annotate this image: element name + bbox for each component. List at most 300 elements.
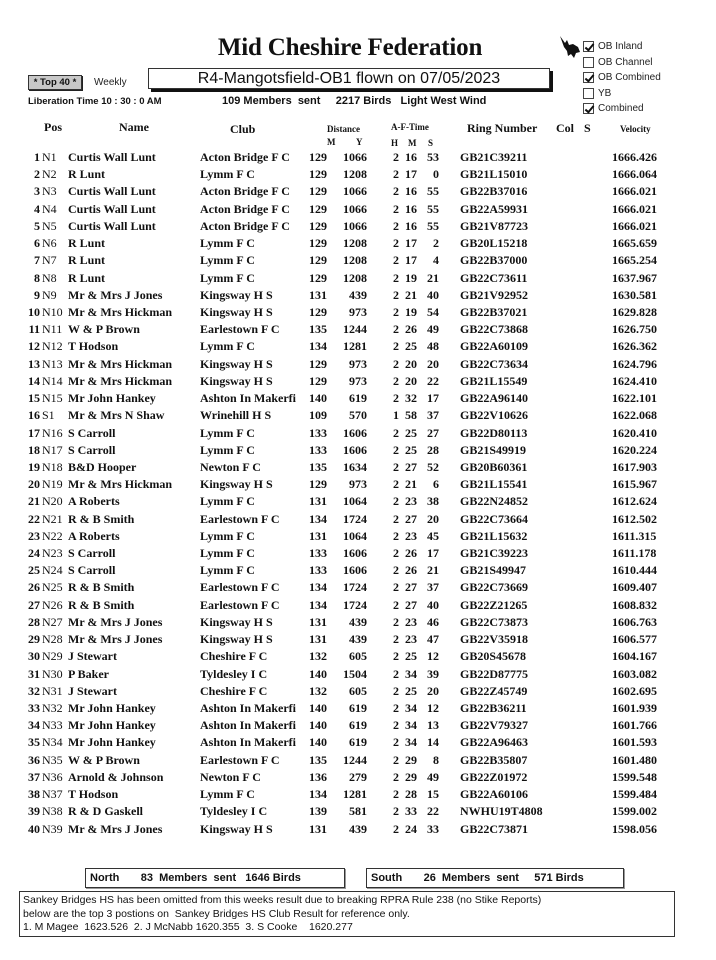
fancier-name: Mr & Mrs J Jones <box>68 614 163 629</box>
table-row <box>0 701 716 718</box>
time-minutes: 23 <box>405 528 417 543</box>
race-title-box: R4-Mangotsfield-OB1 flown on 07/05/2023 <box>148 68 550 89</box>
velocity: 1665.659 <box>612 236 657 251</box>
distance-miles: 109 <box>309 408 327 423</box>
distance-miles: 134 <box>309 339 327 354</box>
time-seconds: 20 <box>427 683 439 698</box>
fancier-name: Arnold & Johnson <box>68 769 164 784</box>
option-yb[interactable]: YB <box>583 86 661 102</box>
time-hours: 2 <box>393 494 399 509</box>
distance-yards: 1504 <box>343 666 367 681</box>
section-position: N37 <box>42 787 63 802</box>
ring-number: GB22Z45749 <box>460 683 528 698</box>
position: 22 <box>28 511 40 526</box>
velocity: 1611.315 <box>612 528 657 543</box>
club: Lymm F C <box>200 236 255 251</box>
table-row <box>0 580 716 597</box>
position: 18 <box>28 442 40 457</box>
category-options <box>583 39 661 117</box>
time-seconds: 12 <box>427 701 439 715</box>
time-seconds: 20 <box>427 356 439 371</box>
distance-yards: 1066 <box>343 201 367 216</box>
time-minutes: 33 <box>405 804 417 819</box>
section-position: N29 <box>42 649 63 664</box>
position: 20 <box>28 477 40 492</box>
velocity: 1599.002 <box>612 804 657 819</box>
distance-yards: 1066 <box>343 218 367 233</box>
position: 4 <box>34 201 40 216</box>
table-row <box>0 822 716 839</box>
velocity: 1630.581 <box>612 287 657 302</box>
time-hours: 2 <box>393 442 399 457</box>
option-ob-channel[interactable]: OB Channel <box>583 55 661 71</box>
time-seconds: 21 <box>427 270 439 285</box>
section-position: N34 <box>42 735 63 750</box>
section-position: N8 <box>42 270 57 285</box>
position: 6 <box>34 236 40 251</box>
time-seconds: 52 <box>427 459 439 474</box>
velocity: 1617.903 <box>612 459 657 474</box>
distance-miles: 139 <box>309 804 327 819</box>
time-minutes: 16 <box>405 150 417 164</box>
table-row <box>0 787 716 804</box>
ring-number: GB22C73634 <box>460 356 529 371</box>
club: Earlestown F C <box>200 511 280 526</box>
club: Lymm F C <box>200 787 255 802</box>
ring-number: GB22C73669 <box>460 580 529 595</box>
distance-miles: 131 <box>309 494 327 509</box>
time-hours: 2 <box>393 339 399 354</box>
checkbox-icon[interactable] <box>583 41 594 52</box>
birds-count: 2217 Birds <box>335 95 392 107</box>
ring-number: GB20L15218 <box>460 236 528 251</box>
section-position: N14 <box>42 373 63 388</box>
distance-yards: 1724 <box>343 511 367 526</box>
table-row <box>0 253 716 270</box>
table-row <box>0 167 716 184</box>
time-seconds: 45 <box>427 528 439 543</box>
section-position: N11 <box>42 322 63 337</box>
fancier-name: B&D Hooper <box>68 459 137 474</box>
time-hours: 2 <box>393 752 399 767</box>
time-hours: 2 <box>393 563 399 578</box>
time-minutes: 23 <box>405 494 417 509</box>
table-row <box>0 494 716 511</box>
col-aftime-m: M <box>408 138 417 148</box>
section-position: N26 <box>42 597 63 612</box>
velocity: 1666.426 <box>612 150 657 164</box>
distance-yards: 439 <box>349 614 367 629</box>
time-hours: 2 <box>393 459 399 474</box>
distance-miles: 129 <box>309 304 327 319</box>
option-combined[interactable]: Combined <box>583 101 661 117</box>
note-line: below are the top 3 postions on Sankey Bridges HS Club Result for reference only. <box>23 907 410 920</box>
distance-yards: 1064 <box>343 528 367 543</box>
time-hours: 2 <box>393 270 399 285</box>
time-minutes: 25 <box>405 649 417 664</box>
position: 16 <box>28 408 40 423</box>
velocity: 1666.021 <box>612 184 657 199</box>
ring-number: GB22A96140 <box>460 391 529 406</box>
time-minutes: 23 <box>405 632 417 647</box>
checkbox-icon[interactable] <box>583 88 594 99</box>
table-row <box>0 667 716 684</box>
col-ring: Ring Number <box>467 121 538 135</box>
time-minutes: 26 <box>405 546 417 561</box>
club: Lymm F C <box>200 442 255 457</box>
club: Tyldesley I C <box>200 804 268 819</box>
distance-miles: 133 <box>309 546 327 561</box>
position: 8 <box>34 270 40 285</box>
table-row <box>0 288 716 305</box>
position: 38 <box>28 787 40 802</box>
time-minutes: 20 <box>405 356 417 371</box>
distance-yards: 1606 <box>343 546 367 561</box>
checkbox-icon[interactable] <box>583 103 594 114</box>
weekly-label: Weekly <box>94 77 127 88</box>
time-hours: 2 <box>393 150 399 164</box>
position: 31 <box>28 666 40 681</box>
ring-number: GB22A60109 <box>460 339 529 354</box>
ring-number: GB22Z01972 <box>460 769 528 784</box>
club: Kingsway H S <box>200 304 273 319</box>
page-title: Mid Cheshire Federation <box>217 34 483 61</box>
section-position: N30 <box>42 666 63 681</box>
velocity: 1608.832 <box>612 597 657 612</box>
option-ob-combined[interactable]: OB Combined <box>583 70 661 86</box>
distance-yards: 439 <box>349 287 367 302</box>
table-row <box>0 684 716 701</box>
velocity: 1666.021 <box>612 218 657 233</box>
club: Wrinehill H S <box>200 408 272 423</box>
checkbox-icon[interactable] <box>583 57 594 68</box>
distance-yards: 1208 <box>343 253 367 268</box>
time-minutes: 26 <box>405 563 417 578</box>
time-hours: 2 <box>393 304 399 319</box>
club: Acton Bridge F C <box>200 218 290 233</box>
table-row <box>0 753 716 770</box>
table-row <box>0 563 716 580</box>
time-hours: 2 <box>393 511 399 526</box>
distance-yards: 973 <box>349 373 367 388</box>
section-position: N31 <box>42 683 63 698</box>
distance-miles: 129 <box>309 373 327 388</box>
table-row <box>0 202 716 219</box>
club: Cheshire F C <box>200 649 268 664</box>
time-minutes: 25 <box>405 339 417 354</box>
time-hours: 2 <box>393 804 399 819</box>
checkbox-icon[interactable] <box>583 72 594 83</box>
fancier-name: A Roberts <box>68 528 120 543</box>
club: Ashton In Makerfi <box>200 701 297 715</box>
time-minutes: 27 <box>405 597 417 612</box>
fancier-name: Mr & Mrs Hickman <box>68 356 173 371</box>
col-col: Col <box>556 121 574 135</box>
time-minutes: 23 <box>405 614 417 629</box>
fancier-name: W & P Brown <box>68 752 140 767</box>
time-seconds: 15 <box>427 787 439 802</box>
ring-number: GB21C39223 <box>460 546 529 561</box>
fancier-name: R & B Smith <box>68 597 135 612</box>
section-position: N33 <box>42 718 63 733</box>
fancier-name: Mr & Mrs J Jones <box>68 287 163 302</box>
club: Kingsway H S <box>200 356 273 371</box>
velocity: 1604.167 <box>612 649 657 664</box>
fancier-name: Mr & Mrs Hickman <box>68 373 173 388</box>
position: 36 <box>28 752 40 767</box>
ring-number: GB21V87723 <box>460 218 529 233</box>
ring-number: GB22C73873 <box>460 614 529 629</box>
distance-yards: 581 <box>349 804 367 819</box>
fancier-name: Mr & Mrs N Shaw <box>68 408 165 423</box>
time-minutes: 24 <box>405 821 417 836</box>
time-hours: 1 <box>393 408 399 423</box>
section-position: N25 <box>42 580 63 595</box>
velocity: 1665.254 <box>612 253 657 268</box>
time-seconds: 28 <box>427 442 439 457</box>
time-hours: 2 <box>393 614 399 629</box>
position: 3 <box>34 184 40 199</box>
time-hours: 2 <box>393 391 399 406</box>
time-minutes: 58 <box>405 408 417 423</box>
club: Earlestown F C <box>200 322 280 337</box>
time-minutes: 16 <box>405 218 417 233</box>
distance-yards: 439 <box>349 632 367 647</box>
distance-miles: 135 <box>309 752 327 767</box>
distance-yards: 973 <box>349 304 367 319</box>
ring-number: NWHU19T4808 <box>460 804 543 819</box>
club: Kingsway H S <box>200 373 273 388</box>
table-row <box>0 184 716 201</box>
ring-number: GB21L15541 <box>460 477 528 492</box>
distance-yards: 1724 <box>343 580 367 595</box>
fancier-name: Mr John Hankey <box>68 735 156 750</box>
position: 35 <box>28 735 40 750</box>
velocity: 1626.362 <box>612 339 657 354</box>
velocity: 1629.828 <box>612 304 657 319</box>
fancier-name: A Roberts <box>68 494 120 509</box>
table-row <box>0 649 716 666</box>
time-seconds: 22 <box>427 373 439 388</box>
south-summary: South 26 Members sent 571 Birds <box>366 868 624 888</box>
fancier-name: Curtis Wall Lunt <box>68 201 156 216</box>
liberation-time: Liberation Time 10 : 30 : 0 AM <box>28 96 162 107</box>
table-row <box>0 804 716 821</box>
club: Earlestown F C <box>200 597 280 612</box>
section-position: N15 <box>42 391 63 406</box>
time-minutes: 19 <box>405 270 417 285</box>
distance-yards: 1064 <box>343 494 367 509</box>
time-seconds: 55 <box>427 184 439 199</box>
velocity: 1601.593 <box>612 735 657 750</box>
option-ob-inland[interactable]: OB Inland <box>583 39 661 55</box>
velocity: 1601.766 <box>612 718 657 733</box>
position: 21 <box>28 494 40 509</box>
fancier-name: R Lunt <box>68 253 106 268</box>
distance-miles: 135 <box>309 322 327 337</box>
time-hours: 2 <box>393 356 399 371</box>
ring-number: GB22V79327 <box>460 718 529 733</box>
velocity: 1666.064 <box>612 167 657 182</box>
table-row <box>0 357 716 374</box>
fancier-name: J Stewart <box>68 649 117 664</box>
section-position: N2 <box>42 167 57 182</box>
ring-number: GB21L15010 <box>460 167 528 182</box>
time-hours: 2 <box>393 821 399 836</box>
distance-miles: 129 <box>309 201 327 216</box>
position: 7 <box>34 253 40 268</box>
club: Kingsway H S <box>200 614 273 629</box>
club: Tyldesley I C <box>200 666 268 681</box>
time-seconds: 38 <box>427 494 439 509</box>
fancier-name: Mr & Mrs Hickman <box>68 304 173 319</box>
distance-miles: 129 <box>309 236 327 251</box>
time-minutes: 21 <box>405 477 417 492</box>
fancier-name: T Hodson <box>68 787 119 802</box>
time-seconds: 14 <box>427 735 439 750</box>
velocity: 1624.410 <box>612 373 657 388</box>
north-summary: North 83 Members sent 1646 Birds <box>85 868 345 888</box>
distance-miles: 140 <box>309 718 327 733</box>
time-seconds: 46 <box>427 614 439 629</box>
table-row <box>0 322 716 339</box>
table-row <box>0 305 716 322</box>
time-hours: 2 <box>393 718 399 733</box>
distance-miles: 129 <box>309 270 327 285</box>
position: 26 <box>28 580 40 595</box>
distance-yards: 1281 <box>343 787 367 802</box>
distance-miles: 140 <box>309 701 327 715</box>
ring-number: GB22C73664 <box>460 511 529 526</box>
distance-miles: 133 <box>309 442 327 457</box>
time-seconds: 48 <box>427 339 439 354</box>
table-row <box>0 219 716 236</box>
col-pos: Pos <box>44 120 62 134</box>
time-seconds: 55 <box>427 201 439 216</box>
distance-miles: 140 <box>309 666 327 681</box>
time-seconds: 4 <box>433 253 439 268</box>
distance-yards: 619 <box>349 718 367 733</box>
velocity: 1599.484 <box>612 787 657 802</box>
distance-miles: 132 <box>309 683 327 698</box>
col-aftime: A-F-Time <box>391 122 429 132</box>
ring-number: GB22A96463 <box>460 735 529 750</box>
ring-number: GB22D80113 <box>460 425 528 440</box>
time-seconds: 33 <box>427 821 439 836</box>
ring-number: GB22Z21265 <box>460 597 528 612</box>
col-distance: Distance <box>327 124 360 134</box>
position: 39 <box>28 804 40 819</box>
velocity: 1603.082 <box>612 666 657 681</box>
distance-yards: 1244 <box>343 322 367 337</box>
position: 34 <box>28 718 40 733</box>
time-hours: 2 <box>393 769 399 784</box>
position: 24 <box>28 546 40 561</box>
position: 32 <box>28 683 40 698</box>
time-hours: 2 <box>393 184 399 199</box>
distance-yards: 1606 <box>343 563 367 578</box>
time-seconds: 2 <box>433 236 439 251</box>
distance-yards: 1208 <box>343 236 367 251</box>
table-row <box>0 271 716 288</box>
table-row <box>0 374 716 391</box>
time-minutes: 25 <box>405 425 417 440</box>
velocity: 1602.695 <box>612 683 657 698</box>
position: 29 <box>28 632 40 647</box>
table-row <box>0 236 716 253</box>
fancier-name: T Hodson <box>68 339 119 354</box>
distance-yards: 570 <box>349 408 367 423</box>
section-position: N1 <box>42 150 57 164</box>
fancier-name: Mr John Hankey <box>68 701 156 715</box>
distance-yards: 1208 <box>343 167 367 182</box>
time-seconds: 13 <box>427 718 439 733</box>
club: Lymm F C <box>200 339 255 354</box>
velocity: 1624.796 <box>612 356 657 371</box>
velocity: 1622.101 <box>612 391 657 406</box>
distance-yards: 973 <box>349 356 367 371</box>
fancier-name: Mr John Hankey <box>68 391 156 406</box>
club: Lymm F C <box>200 167 255 182</box>
club: Ashton In Makerfi <box>200 718 297 733</box>
time-minutes: 34 <box>405 666 417 681</box>
distance-miles: 140 <box>309 735 327 750</box>
position: 28 <box>28 614 40 629</box>
time-seconds: 20 <box>427 511 439 526</box>
time-minutes: 34 <box>405 701 417 715</box>
time-minutes: 21 <box>405 287 417 302</box>
section-position: N7 <box>42 253 57 268</box>
club: Lymm F C <box>200 546 255 561</box>
time-hours: 2 <box>393 701 399 715</box>
position: 5 <box>34 218 40 233</box>
section-position: N21 <box>42 511 63 526</box>
fancier-name: S Carroll <box>68 546 116 561</box>
time-seconds: 17 <box>427 546 439 561</box>
club: Earlestown F C <box>200 752 280 767</box>
position: 27 <box>28 597 40 612</box>
ring-number: GB22B37021 <box>460 304 528 319</box>
section-position: N10 <box>42 304 63 319</box>
section-position: N36 <box>42 769 63 784</box>
velocity: 1620.410 <box>612 425 657 440</box>
section-position: N19 <box>42 477 63 492</box>
table-row <box>0 632 716 649</box>
time-hours: 2 <box>393 649 399 664</box>
distance-miles: 135 <box>309 459 327 474</box>
time-seconds: 0 <box>433 167 439 182</box>
time-minutes: 17 <box>405 253 417 268</box>
ring-number: GB22A60106 <box>460 787 529 802</box>
distance-miles: 131 <box>309 821 327 836</box>
fancier-name: R Lunt <box>68 167 106 182</box>
time-seconds: 6 <box>433 477 439 492</box>
position: 33 <box>28 701 40 715</box>
table-row <box>0 391 716 408</box>
section-position: N23 <box>42 546 63 561</box>
time-minutes: 16 <box>405 184 417 199</box>
ring-number: GB22A59931 <box>460 201 529 216</box>
section-position: N18 <box>42 459 63 474</box>
distance-miles: 132 <box>309 649 327 664</box>
fancier-name: R & B Smith <box>68 580 135 595</box>
distance-miles: 129 <box>309 356 327 371</box>
time-seconds: 40 <box>427 287 439 302</box>
top40-badge: * Top 40 * <box>28 75 82 90</box>
distance-yards: 619 <box>349 391 367 406</box>
section-position: N32 <box>42 701 63 715</box>
fancier-name: P Baker <box>68 666 109 681</box>
